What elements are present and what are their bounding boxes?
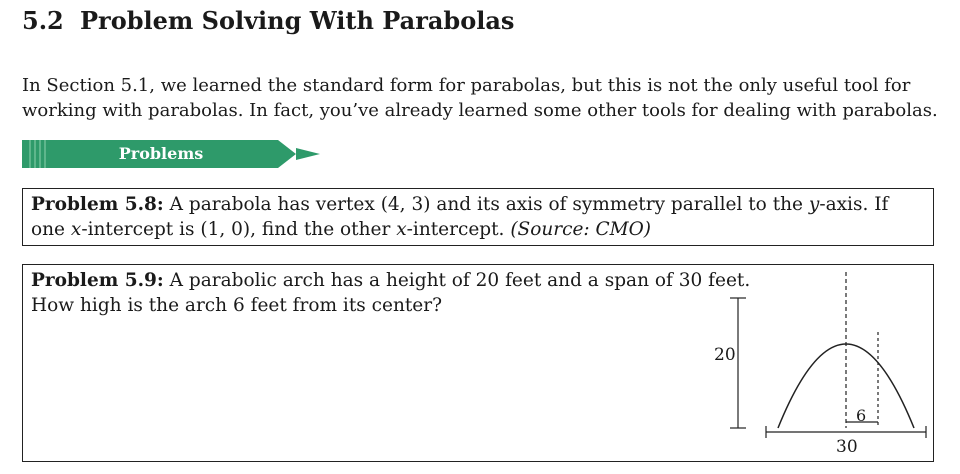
problem-5-8-source: (Source: CMO) bbox=[510, 219, 652, 240]
var-x-1: x bbox=[70, 219, 82, 240]
problem-5-8-text-3: -intercept is (1, 0), find the other bbox=[81, 219, 397, 240]
problem-5-8-label: Problem 5.8: bbox=[31, 194, 164, 215]
problems-banner-label: Problems bbox=[118, 144, 204, 163]
height-label: 20 bbox=[714, 345, 736, 365]
var-y: y bbox=[808, 194, 820, 215]
span-label: 30 bbox=[836, 437, 858, 457]
offset-label: 6 bbox=[856, 406, 867, 425]
problem-5-9-line-2: How high is the arch 6 feet from its center? bbox=[31, 295, 443, 316]
parabolic-arch-diagram bbox=[700, 268, 930, 464]
problem-5-8-text-4: -intercept. bbox=[406, 219, 511, 240]
var-x-2: x bbox=[396, 219, 407, 240]
problem-5-9-label: Problem 5.9: bbox=[31, 270, 164, 291]
section-title: Problem Solving With Parabolas bbox=[80, 6, 515, 35]
problem-5-8-text-2: -axis. If one bbox=[31, 194, 889, 240]
section-number: 5.2 bbox=[22, 6, 64, 35]
problem-5-8-box bbox=[22, 188, 934, 246]
section-heading bbox=[22, 6, 514, 35]
problem-5-8-text-1: A parabola has vertex (4, 3) and its axis of symmetry parallel to the bbox=[163, 194, 809, 215]
intro-paragraph: In Section 5.1, we learned the standard form for parabolas, but this is not the only useful tool for working with parabolas. In fact, you’ve already learned some other tools for dealing with parabolas. bbox=[22, 75, 938, 121]
problem-5-9-text-1: A parabolic arch has a height of 20 feet and a span of 30 feet. bbox=[163, 270, 751, 291]
